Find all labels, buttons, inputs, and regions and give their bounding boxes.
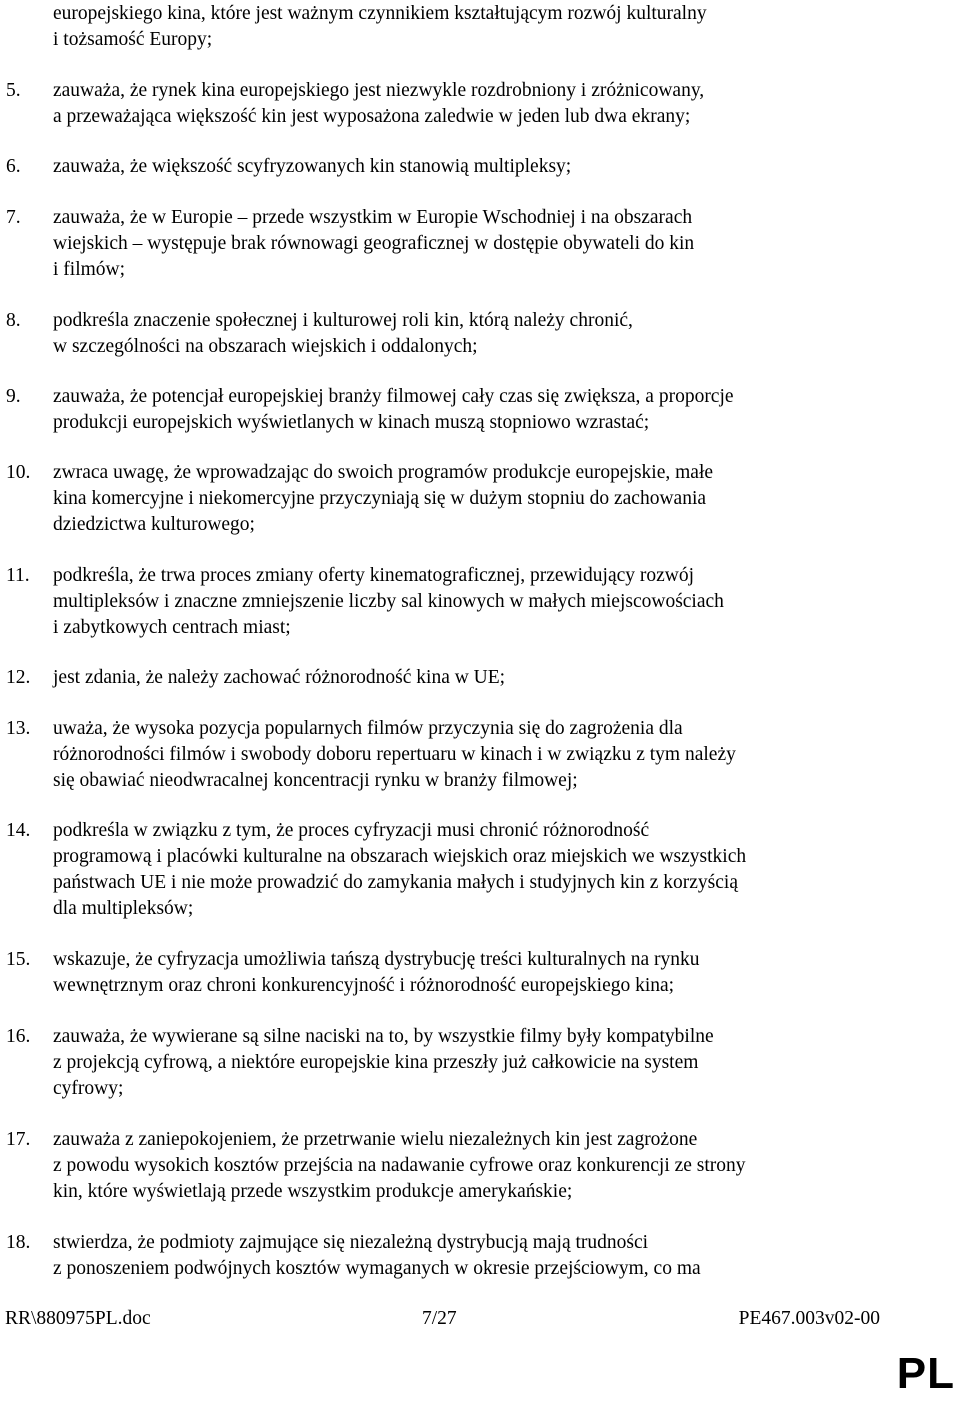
- item-text: [53, 1127, 913, 1205]
- text-line: i zabytkowych centrach miast;: [53, 617, 291, 638]
- item-text: [53, 716, 913, 794]
- item-number: 5.: [6, 80, 21, 101]
- text-line: z powodu wysokich kosztów przejścia na nadawanie cyfrowe oraz konkurencji ze strony: [53, 1155, 746, 1176]
- item-number: 10.: [6, 462, 31, 483]
- text-line: kin, które wyświetlają przede wszystkim produkcje amerykańskie;: [53, 1181, 573, 1202]
- item-number: 6.: [6, 156, 21, 177]
- text-line: z projekcją cyfrową, a niektóre europejskie kina przeszły już całkowicie na system: [53, 1052, 699, 1073]
- item-text: [53, 154, 913, 180]
- text-line: stwierdza, że podmioty zajmujące się niezależną dystrybucją mają trudności: [53, 1232, 649, 1253]
- text-line: podkreśla w związku z tym, że proces cyfryzacji musi chronić różnorodność: [53, 820, 650, 841]
- text-line: cyfrowy;: [53, 1078, 124, 1099]
- text-line: i tożsamość Europy;: [53, 29, 213, 50]
- text-line: podkreśla, że trwa proces zmiany oferty kinematograficznej, przewidujący rozwój: [53, 565, 695, 586]
- item-text: [53, 947, 913, 999]
- item-number: 9.: [6, 386, 21, 407]
- item-text: [53, 665, 913, 691]
- item-text: [53, 1230, 913, 1282]
- item-number: 8.: [6, 310, 21, 331]
- text-line: jest zdania, że należy zachować różnorodność kina w UE;: [53, 667, 506, 688]
- text-line: w szczególności na obszarach wiejskich i oddalonych;: [53, 336, 478, 357]
- item-text: [53, 563, 913, 641]
- item-text: [53, 460, 913, 538]
- text-line: wiejskich – występuje brak równowagi geograficznej w dostępie obywateli do kin: [53, 233, 695, 254]
- item-text: [53, 818, 913, 922]
- pe-reference: PE467.003v02-00: [738, 1308, 880, 1329]
- item-text: [53, 205, 913, 283]
- text-line: europejskiego kina, które jest ważnym czynnikiem kształtującym rozwój kulturalny: [53, 3, 707, 24]
- text-line: zwraca uwagę, że wprowadzając do swoich programów produkcje europejskie, małe: [53, 462, 714, 483]
- document-reference: RR\880975PL.doc: [5, 1308, 151, 1329]
- text-line: produkcji europejskich wyświetlanych w kinach muszą stopniowo wzrastać;: [53, 412, 650, 433]
- item-text: [53, 1024, 913, 1102]
- text-line: a przeważająca większość kin jest wyposażona zaledwie w jeden lub dwa ekrany;: [53, 106, 691, 127]
- item-number: 18.: [6, 1232, 31, 1253]
- item-number: 7.: [6, 207, 21, 228]
- text-line: programową i placówki kulturalne na obszarach wiejskich oraz miejskich we wszystkich: [53, 846, 747, 867]
- language-code: PL: [896, 1349, 955, 1398]
- text-line: z ponoszeniem podwójnych kosztów wymaganych w okresie przejściowym, co ma: [53, 1258, 701, 1279]
- page-footer: [0, 1306, 960, 1336]
- text-line: zauważa z zaniepokojeniem, że przetrwanie wielu niezależnych kin jest zagrożone: [53, 1129, 698, 1150]
- text-line: wskazuje, że cyfryzacja umożliwia tańszą dystrybucję treści kulturalnych na rynku: [53, 949, 700, 970]
- text-line: zauważa, że w Europie – przede wszystkim w Europie Wschodniej i na obszarach: [53, 207, 693, 228]
- item-number: 17.: [6, 1129, 31, 1150]
- text-line: i filmów;: [53, 259, 126, 280]
- item-number: 13.: [6, 718, 31, 739]
- item-number: 15.: [6, 949, 31, 970]
- text-line: różnorodności filmów i swobody doboru repertuaru w kinach i w związku z tym należy: [53, 744, 736, 765]
- text-line: uważa, że wysoka pozycja popularnych filmów przyczynia się do zagrożenia dla: [53, 718, 683, 739]
- text-line: multipleksów i znaczne zmniejszenie liczby sal kinowych w małych miejscowościach: [53, 591, 724, 612]
- text-line: zauważa, że potencjał europejskiej branży filmowej cały czas się zwiększa, a proporcje: [53, 386, 734, 407]
- item-number: 16.: [6, 1026, 31, 1047]
- item-text: [53, 308, 913, 360]
- text-line: państwach UE i nie może prowadzić do zamykania małych i studyjnych kin z korzyścią: [53, 872, 738, 893]
- page-number: 7/27: [422, 1308, 457, 1329]
- text-line: dla multipleksów;: [53, 898, 194, 919]
- text-line: kina komercyjne i niekomercyjne przyczyniają się w dużym stopniu do zachowania: [53, 488, 707, 509]
- text-line: zauważa, że wywierane są silne naciski na to, by wszystkie filmy były kompatybilne: [53, 1026, 714, 1047]
- text-line: dziedzictwa kulturowego;: [53, 514, 255, 535]
- text-line: się obawiać nieodwracalnej koncentracji rynku w branży filmowej;: [53, 770, 578, 791]
- text-line: podkreśla znaczenie społecznej i kulturowej roli kin, którą należy chronić,: [53, 310, 633, 331]
- item-text: [53, 384, 913, 436]
- item-number: 12.: [6, 667, 31, 688]
- item-number: 11.: [6, 565, 30, 586]
- continuation-paragraph: [53, 1, 913, 53]
- text-line: wewnętrznym oraz chroni konkurencyjność i różnorodność europejskiego kina;: [53, 975, 675, 996]
- item-number: 14.: [6, 820, 31, 841]
- text-line: zauważa, że większość scyfryzowanych kin stanowią multipleksy;: [53, 156, 572, 177]
- item-text: [53, 78, 913, 130]
- text-line: zauważa, że rynek kina europejskiego jest niezwykle rozdrobniony i zróżnicowany,: [53, 80, 705, 101]
